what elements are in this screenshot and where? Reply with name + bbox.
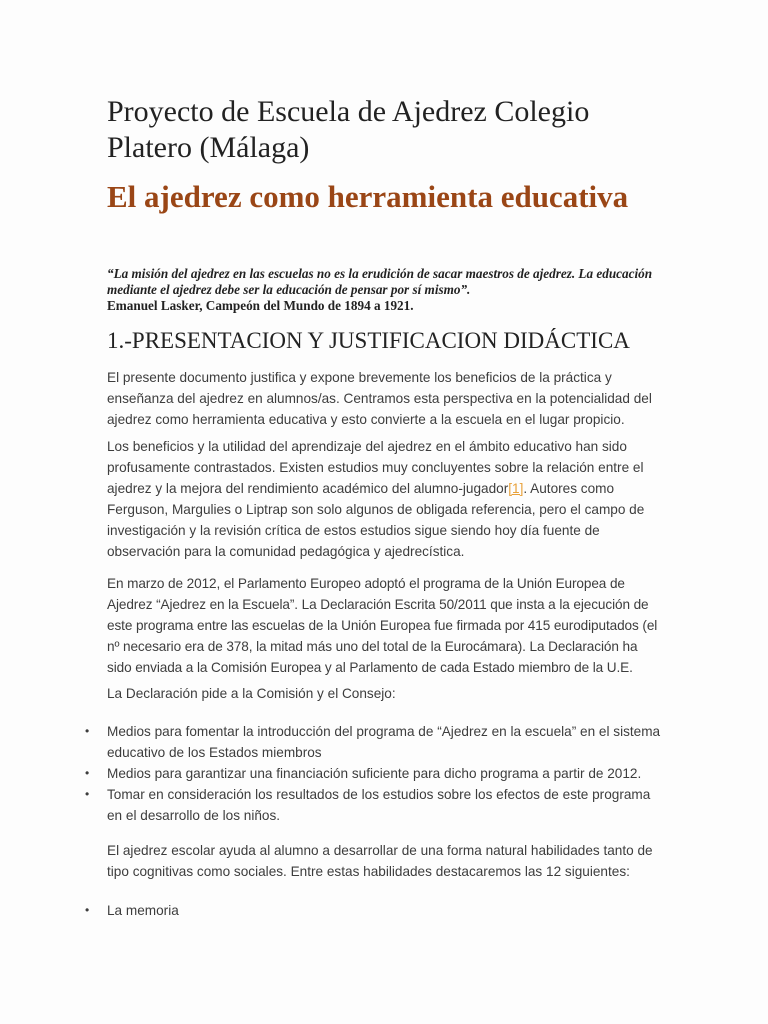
requests-list (85, 721, 665, 826)
epigraph-quote (107, 266, 667, 314)
document-subtitle: El ajedrez como herramienta educativa (107, 179, 629, 214)
footnote-link-1[interactable]: [1] (508, 481, 524, 496)
quote-author: Emanuel Lasker, Campeón del Mundo de 1894 a 1921. (107, 298, 414, 313)
list-item-text: Medios para fomentar la introducción del programa de “Ajedrez en la escuela” en el sistema educativo de los Estados miembros (107, 724, 661, 760)
list-item-text: Medios para garantizar una financiación suficiente para dicho programa a partir de 2012. (107, 766, 642, 781)
skills-list (85, 900, 665, 921)
paragraph-benefits-text: Los beneficios y la utilidad del aprendizaje del ajedrez en el ámbito educativo han sido profusamente contrastados. Existen estudios muy concluyentes sobre la relación entre el ajedrez y la mejora del rendimiento académico del alumno-jugador (107, 439, 644, 496)
bullet-icon: • (85, 724, 90, 738)
paragraph-declaration-asks: La Declaración pide a la Comisión y el Consejo: (107, 686, 396, 701)
list-item (85, 763, 665, 784)
list-item-text: Tomar en consideración los resultados de los estudios sobre los efectos de este programa en el desarrollo de los niños. (107, 787, 651, 823)
bullet-icon: • (85, 903, 90, 917)
section-heading: 1.-PRESENTACION Y JUSTIFICACION DIDÁCTICA (107, 328, 630, 353)
list-item (85, 900, 665, 921)
list-item-text: La memoria (107, 903, 179, 918)
bullet-icon: • (85, 766, 90, 780)
paragraph-benefits (107, 436, 663, 562)
document-title: Proyecto de Escuela de Ajedrez Colegio Platero (Málaga) (107, 95, 590, 164)
bullet-icon: • (85, 787, 90, 801)
list-item (85, 721, 665, 763)
quote-text: “La misión del ajedrez en las escuelas no es la erudición de sacar maestros de ajedrez. La educación mediante el ajedrez debe ser la educación de pensar por sí mismo”. (107, 266, 653, 297)
paragraph-benefits-text-cont: . Autores como Ferguson, Margulies o Liptrap son solo algunos de obligada referencia, pero el campo de investigación y la revisión crítica de estos estudios sigue siendo hoy día fuente de observación para la comunidad pedagógica y ajedrecística. (107, 481, 645, 559)
paragraph-intro: El presente documento justifica y expone brevemente los beneficios de la práctica y enseñanza del ajedrez en alumnos/as. Centramos esta perspectiva en la potencialidad del ajedrez como herramienta educativa y esto convierte a la escuela en el lugar propicio. (107, 370, 652, 427)
list-item (85, 784, 665, 826)
paragraph-european-parliament: En marzo de 2012, el Parlamento Europeo adoptó el programa de la Unión Europea de Ajedrez “Ajedrez en la Escuela”. La Declaración Escrita 50/2011 que insta a la ejecución de este programa entre las escuelas de la Unión Europea fue firmada por 415 eurodiputados (el nº necesario era de 378, la mitad más uno del total de la Eurocámara). La Declaración ha sido enviada a la Comisión Europea y al Parlamento de cada Estado miembro de la U.E. (107, 576, 658, 675)
paragraph-skills-intro: El ajedrez escolar ayuda al alumno a desarrollar de una forma natural habilidades tanto de tipo cognitivas como sociales. Entre estas habilidades destacaremos las 12 siguientes: (107, 843, 653, 879)
